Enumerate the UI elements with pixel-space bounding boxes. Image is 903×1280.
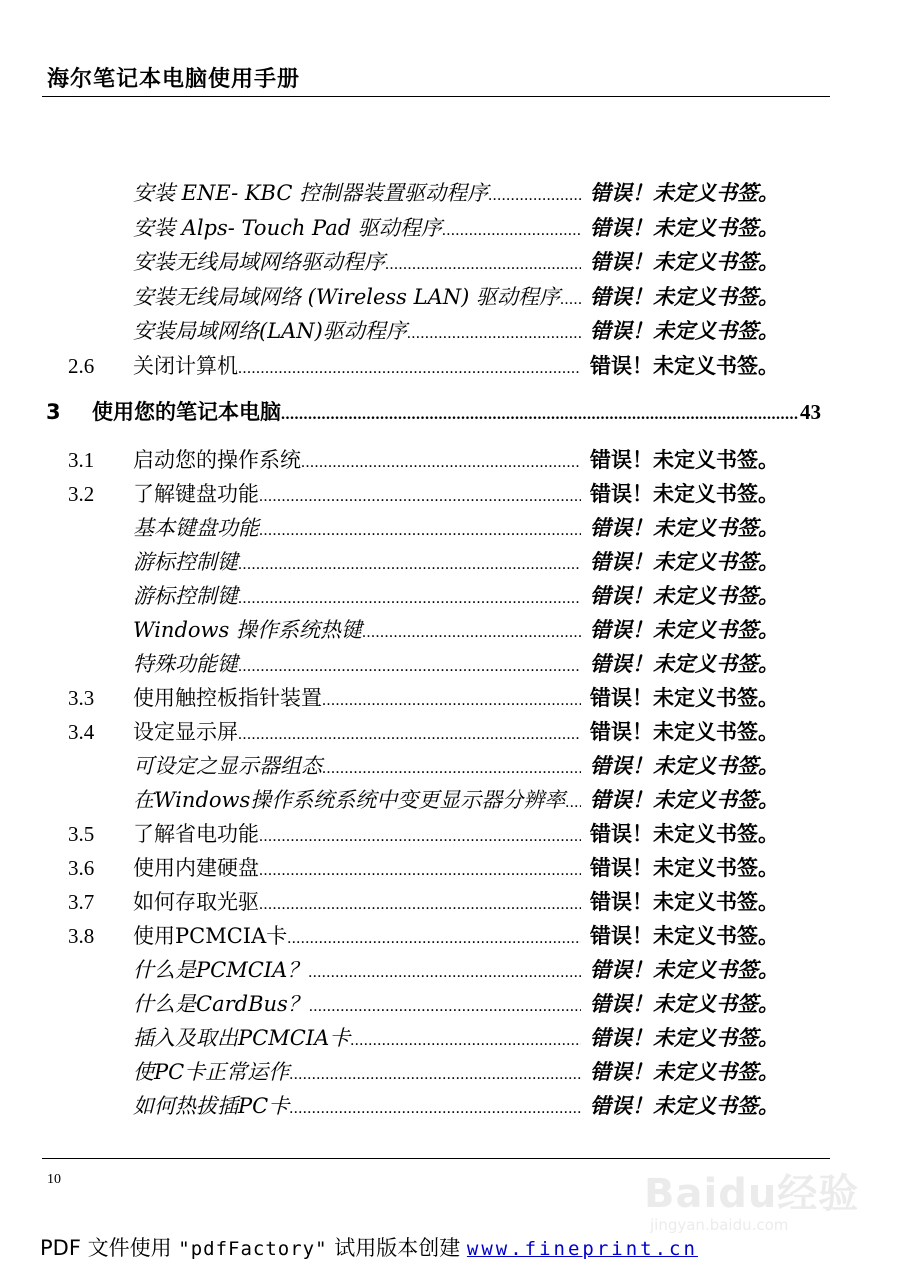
- toc-dot-leader: [301, 448, 581, 475]
- toc-row[interactable]: [0, 1057, 903, 1087]
- toc-entry: [133, 1023, 581, 1053]
- toc-bookmark-error: 错误！未定义书签。: [590, 958, 779, 982]
- toc-bookmark-error: 错误！未定义书签。: [590, 822, 779, 846]
- toc-entry: [133, 717, 581, 747]
- toc-bookmark-error: 错误！未定义书签。: [590, 754, 779, 778]
- toc-entry: [133, 547, 581, 577]
- toc-title: Windows 操作系统热键: [133, 618, 362, 642]
- toc-bookmark-error: 错误！未定义书签。: [590, 482, 779, 506]
- toc-dot-leader: [259, 890, 581, 917]
- toc-dot-leader: [289, 1094, 581, 1121]
- toc-dot-leader: [322, 686, 581, 713]
- toc-entry: [133, 1091, 581, 1121]
- toc-dot-leader: [309, 992, 581, 1019]
- toc-entry: [133, 955, 581, 985]
- fineprint-link[interactable]: www.fineprint.cn: [466, 1238, 698, 1260]
- toc-dot-leader: [238, 720, 581, 747]
- banner-product: "pdfFactory": [178, 1238, 328, 1260]
- toc-title: 基本键盘功能: [133, 516, 259, 540]
- toc-entry: [133, 513, 581, 543]
- toc-entry: [133, 989, 581, 1019]
- toc-dot-leader: [259, 516, 581, 543]
- toc-title: 安装 ENE- KBC 控制器装置驱动程序: [133, 181, 489, 205]
- toc-dot-leader: [259, 482, 581, 509]
- toc-title: 安装局域网络(LAN)驱动程序: [133, 319, 407, 343]
- toc-dot-leader: [281, 400, 799, 427]
- toc-entry: [133, 581, 581, 611]
- toc-bookmark-error: 错误！未定义书签。: [590, 516, 779, 540]
- toc-title: 可设定之显示器组态: [133, 754, 322, 778]
- toc-section-number: 3.7: [68, 890, 95, 914]
- toc-row[interactable]: [0, 351, 903, 381]
- toc-bookmark-error: 错误！未定义书签。: [590, 924, 779, 948]
- toc-entry: [133, 445, 581, 475]
- toc-title: 什么是CardBus？: [133, 992, 309, 1016]
- toc-dot-leader: [238, 584, 581, 611]
- toc-dot-leader: [362, 618, 581, 645]
- toc-title: 使用内建硬盘: [133, 856, 259, 880]
- toc-title: 特殊功能键: [133, 652, 238, 676]
- toc-section-number: 3.3: [68, 686, 95, 710]
- toc-bookmark-error: 错误！未定义书签。: [590, 216, 779, 240]
- toc-dot-leader: [238, 652, 581, 679]
- toc-row[interactable]: [0, 615, 903, 645]
- toc-entry: [133, 751, 581, 781]
- toc-section-number: 3.1: [68, 448, 95, 472]
- toc-title: 如何热拔插PC卡: [133, 1094, 290, 1118]
- toc-dot-leader: [407, 319, 581, 346]
- toc-dot-leader: [308, 958, 581, 985]
- toc-title: 游标控制键: [133, 550, 238, 574]
- toc-bookmark-error: 错误！未定义书签。: [590, 250, 779, 274]
- toc-bookmark-error: 错误！未定义书签。: [590, 1026, 779, 1050]
- toc-entry: [133, 649, 581, 679]
- toc-entry: [133, 1057, 581, 1087]
- toc-bookmark-error: 错误！未定义书签。: [590, 354, 779, 378]
- header-rule: [42, 96, 830, 97]
- toc-entry: [133, 247, 581, 277]
- toc-bookmark-error: 错误！未定义书签。: [590, 652, 779, 676]
- toc-dot-leader: [259, 822, 581, 849]
- toc-title: 插入及取出PCMCIA卡: [133, 1026, 351, 1050]
- toc-title: 使用PCMCIA卡: [133, 924, 288, 948]
- watermark-logo: Baidu经验: [644, 1171, 860, 1217]
- toc-row[interactable]: [0, 445, 903, 475]
- toc-dot-leader: [287, 924, 581, 951]
- toc-row[interactable]: [0, 316, 903, 346]
- toc-bookmark-error: 错误！未定义书签。: [590, 181, 779, 205]
- toc-bookmark-error: 错误！未定义书签。: [590, 584, 779, 608]
- toc-entry: [133, 853, 581, 883]
- toc-dot-leader: [565, 788, 581, 815]
- toc-dot-leader: [238, 550, 581, 577]
- toc-row[interactable]: [0, 247, 903, 277]
- toc-row[interactable]: [0, 1023, 903, 1053]
- toc-entry: [92, 397, 799, 427]
- toc-entry: [133, 887, 581, 917]
- toc-section-number: 3.6: [68, 856, 95, 880]
- toc-title: 游标控制键: [133, 584, 238, 608]
- toc-title: 安装无线局域网络 (Wireless LAN) 驱动程序: [133, 285, 560, 309]
- toc-row[interactable]: [0, 213, 903, 243]
- toc-bookmark-error: 错误！未定义书签。: [590, 992, 779, 1016]
- toc-row[interactable]: [0, 683, 903, 713]
- toc-row[interactable]: [0, 853, 903, 883]
- toc-entry: [133, 178, 581, 208]
- toc-bookmark-error: 错误！未定义书签。: [590, 618, 779, 642]
- toc-entry: [133, 316, 581, 346]
- toc-bookmark-error: 错误！未定义书签。: [590, 1060, 779, 1084]
- toc-row[interactable]: [0, 785, 903, 815]
- toc-bookmark-error: 错误！未定义书签。: [590, 550, 779, 574]
- toc-bookmark-error: 错误！未定义书签。: [590, 720, 779, 744]
- toc-title: 设定显示屏: [133, 720, 238, 744]
- toc-title: 了解键盘功能: [133, 482, 259, 506]
- toc-dot-leader: [238, 354, 581, 381]
- header-title: 海尔笔记本电脑使用手册: [47, 67, 301, 92]
- toc-title: 安装无线局域网络驱动程序: [133, 250, 385, 274]
- toc-title: 使PC卡正常运作: [133, 1060, 290, 1084]
- pdf-banner: [40, 1232, 698, 1262]
- banner-middle: 试用版本创建: [327, 1236, 467, 1260]
- toc-dot-leader: [322, 754, 581, 781]
- toc-row[interactable]: [0, 989, 903, 1019]
- toc-row[interactable]: [0, 397, 903, 427]
- toc-page-number: 43: [800, 400, 821, 424]
- toc-bookmark-error: 错误！未定义书签。: [590, 448, 779, 472]
- page-number: 10: [47, 1172, 61, 1187]
- toc-entry: [133, 921, 581, 951]
- toc-section-number: 3.5: [68, 822, 95, 846]
- toc-row[interactable]: [0, 751, 903, 781]
- toc-title: 在Windows操作系统系统中变更显示器分辨率: [133, 788, 566, 812]
- toc-entry: [133, 785, 581, 815]
- toc-bookmark-error: 错误！未定义书签。: [590, 1094, 779, 1118]
- toc-title: 使用您的笔记本电脑: [92, 400, 281, 424]
- toc-section-number: 2.6: [68, 354, 95, 378]
- toc-bookmark-error: 错误！未定义书签。: [590, 686, 779, 710]
- toc-row[interactable]: [0, 649, 903, 679]
- toc-row[interactable]: [0, 581, 903, 611]
- watermark-url: jingyan.baidu.com: [650, 1216, 789, 1234]
- toc-row[interactable]: [0, 1091, 903, 1121]
- toc-title: 了解省电功能: [133, 822, 259, 846]
- toc-bookmark-error: 错误！未定义书签。: [590, 285, 779, 309]
- toc-bookmark-error: 错误！未定义书签。: [590, 319, 779, 343]
- toc-row[interactable]: [0, 955, 903, 985]
- toc-row[interactable]: [0, 717, 903, 747]
- toc-entry: [133, 213, 581, 243]
- toc-row[interactable]: [0, 513, 903, 543]
- toc-dot-leader: [350, 1026, 581, 1053]
- toc-entry: [133, 683, 581, 713]
- toc-entry: [133, 615, 581, 645]
- toc-section-number: 3.8: [68, 924, 95, 948]
- toc-section-number: 3.2: [68, 482, 95, 506]
- toc-row[interactable]: [0, 282, 903, 312]
- toc-title: 如何存取光驱: [133, 890, 259, 914]
- toc-entry: [133, 479, 581, 509]
- toc-dot-leader: [259, 856, 581, 883]
- toc-row[interactable]: [0, 819, 903, 849]
- toc-entry: [133, 282, 581, 312]
- toc-dot-leader: [488, 181, 581, 208]
- toc-dot-leader: [442, 216, 581, 243]
- banner-prefix: PDF 文件使用: [40, 1236, 179, 1260]
- toc-row[interactable]: [0, 547, 903, 577]
- toc-entry: [133, 819, 581, 849]
- toc-section-number: 3.4: [68, 720, 95, 744]
- toc-row[interactable]: [0, 887, 903, 917]
- toc-title: 安装 Alps- Touch Pad 驱动程序: [133, 216, 442, 240]
- toc-title: 启动您的操作系统: [133, 448, 301, 472]
- toc-row[interactable]: [0, 921, 903, 951]
- toc-bookmark-error: 错误！未定义书签。: [590, 890, 779, 914]
- toc-dot-leader: [289, 1060, 581, 1087]
- toc-dot-leader: [560, 285, 581, 312]
- toc-bookmark-error: 错误！未定义书签。: [590, 788, 779, 812]
- toc-dot-leader: [385, 250, 581, 277]
- toc-bookmark-error: 错误！未定义书签。: [590, 856, 779, 880]
- toc-title: 使用触控板指针装置: [133, 686, 322, 710]
- toc-row[interactable]: [0, 479, 903, 509]
- toc-section-number: 3: [46, 400, 61, 424]
- toc-row[interactable]: [0, 178, 903, 208]
- toc-title: 什么是PCMCIA？: [133, 958, 309, 982]
- toc-title: 关闭计算机: [133, 354, 238, 378]
- toc-entry: [133, 351, 581, 381]
